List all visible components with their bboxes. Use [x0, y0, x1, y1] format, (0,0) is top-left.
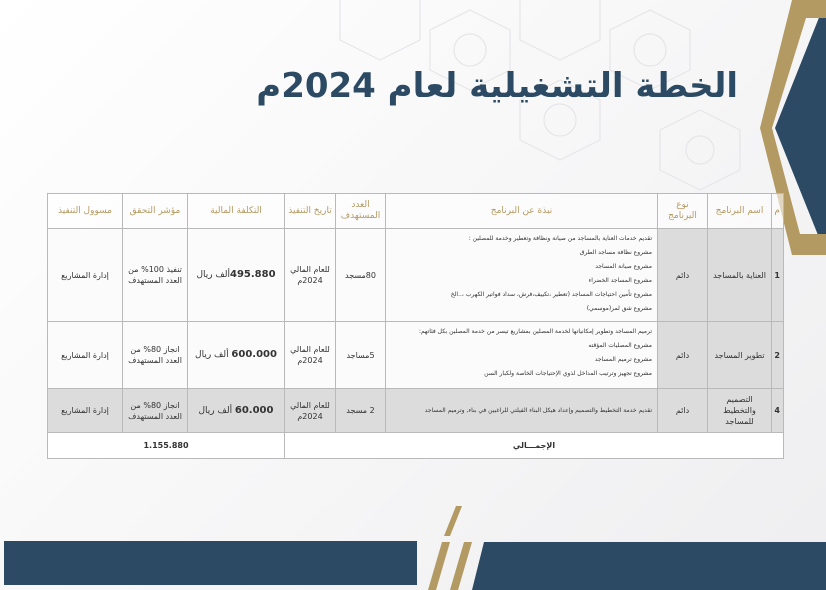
program-name: تطوير المساجد [708, 322, 772, 389]
program-type: دائم [658, 229, 708, 322]
program-type: دائم [658, 389, 708, 433]
header-owner: مسوول التنفيذ [48, 194, 123, 229]
program-type: دائم [658, 322, 708, 389]
execution-date: للعام المالي 2024م [285, 229, 336, 322]
program-name: العناية بالمساجد [708, 229, 772, 322]
operational-plan-table [47, 193, 783, 459]
target-count: 2 مسجد [336, 389, 386, 433]
header-program-brief: نبذة عن البرنامج [386, 194, 658, 229]
header-indicator: مؤشر التحقق [123, 194, 188, 229]
footer-bar [4, 541, 417, 585]
header-execution-date: تاريخ التنفيذ [285, 194, 336, 229]
row-number: 2 [772, 322, 784, 389]
header-program-type: نوع البرنامج [658, 194, 708, 229]
cost-unit: ألف ريال [195, 350, 229, 360]
owner: إدارة المشاريع [48, 229, 123, 322]
total-value: 1.155.880 [48, 433, 285, 459]
brief-line: مشروع ترميم المساجد [594, 356, 652, 363]
owner: إدارة المشاريع [48, 389, 123, 433]
row-number: 4 [772, 389, 784, 433]
cost-value: 60.000 [234, 404, 274, 416]
cost [188, 229, 285, 322]
program-brief [386, 229, 658, 322]
indicator: تنفيذ 100% من العدد المستهدف [123, 229, 188, 322]
brief-line: تقديم خدمات العناية بالمساجد من صيانة ونظافة وتعطير وخدمة للمصلين : [468, 235, 652, 242]
page-title: الخطة التشغيلية لعام 2024م [256, 66, 738, 106]
brief-line: ترميم المساجد وتطوير إمكانياتها لخدمة المصلين بمشاريع تيسر من خدمة المصلين بكل فئاتهم: [418, 328, 652, 335]
header-target-count: العدد المستهدف [336, 194, 386, 229]
total-row [48, 433, 784, 459]
brief-line: مشروع المساجد الخضراء [588, 277, 652, 284]
cost [188, 322, 285, 389]
cost-value: 495.880 [230, 269, 276, 280]
indicator: انجاز 80% من العدد المستهدف [123, 389, 188, 433]
table-row [48, 389, 784, 433]
header-m: م [772, 194, 784, 229]
header-program-name: اسم البرنامج [708, 194, 772, 229]
footer-stripes-decoration [420, 506, 826, 590]
header-cost: التكلفة المالية [188, 194, 285, 229]
brief-line: مشروع صيانة المساجد [595, 263, 652, 270]
cost-unit: ألف ريال [198, 405, 233, 416]
execution-date: للعام المالي 2024م [285, 389, 336, 433]
table-row [48, 322, 784, 389]
program-brief [386, 389, 658, 433]
cost [188, 389, 285, 433]
table-header-row [48, 194, 784, 229]
target-count: 5مساجد [336, 322, 386, 389]
total-label: الإجمـــالي [285, 433, 784, 459]
row-number: 1 [772, 229, 784, 322]
brief-line: تقديم خدمة التخطيط والتصميم وإعداد هيكل البناء الفيلتي للراغبين في بناء, وترميم المساجد [424, 406, 652, 414]
cost-unit: ألف ريال [196, 270, 230, 280]
owner: إدارة المشاريع [48, 322, 123, 389]
brief-line: مشروع نظافة مساجد الطرق [579, 249, 652, 256]
target-count: 80مسجد [336, 229, 386, 322]
indicator: انجاز 80% من العدد المستهدف [123, 322, 188, 389]
table-row [48, 229, 784, 322]
brief-line: مشروع تجهيز وترتيب المداخل لذوي الإحتياجات الخاصة ولكبار السن [484, 370, 652, 377]
program-name: التصميم والتخطيط للمساجد [708, 389, 772, 433]
execution-date: للعام المالي 2024م [285, 322, 336, 389]
brief-line: مشروع تأمين احتياجات المساجد (تعطير ،تكييف،فرش، سداد فواتير الكهرب ،..الخ [450, 291, 652, 298]
cost-value: 600.000 [231, 349, 277, 360]
program-brief [386, 322, 658, 389]
brief-line: مشروع المصليات المؤقته [588, 342, 652, 349]
brief-line: مشروع شق لمر(موسمي) [586, 305, 652, 312]
